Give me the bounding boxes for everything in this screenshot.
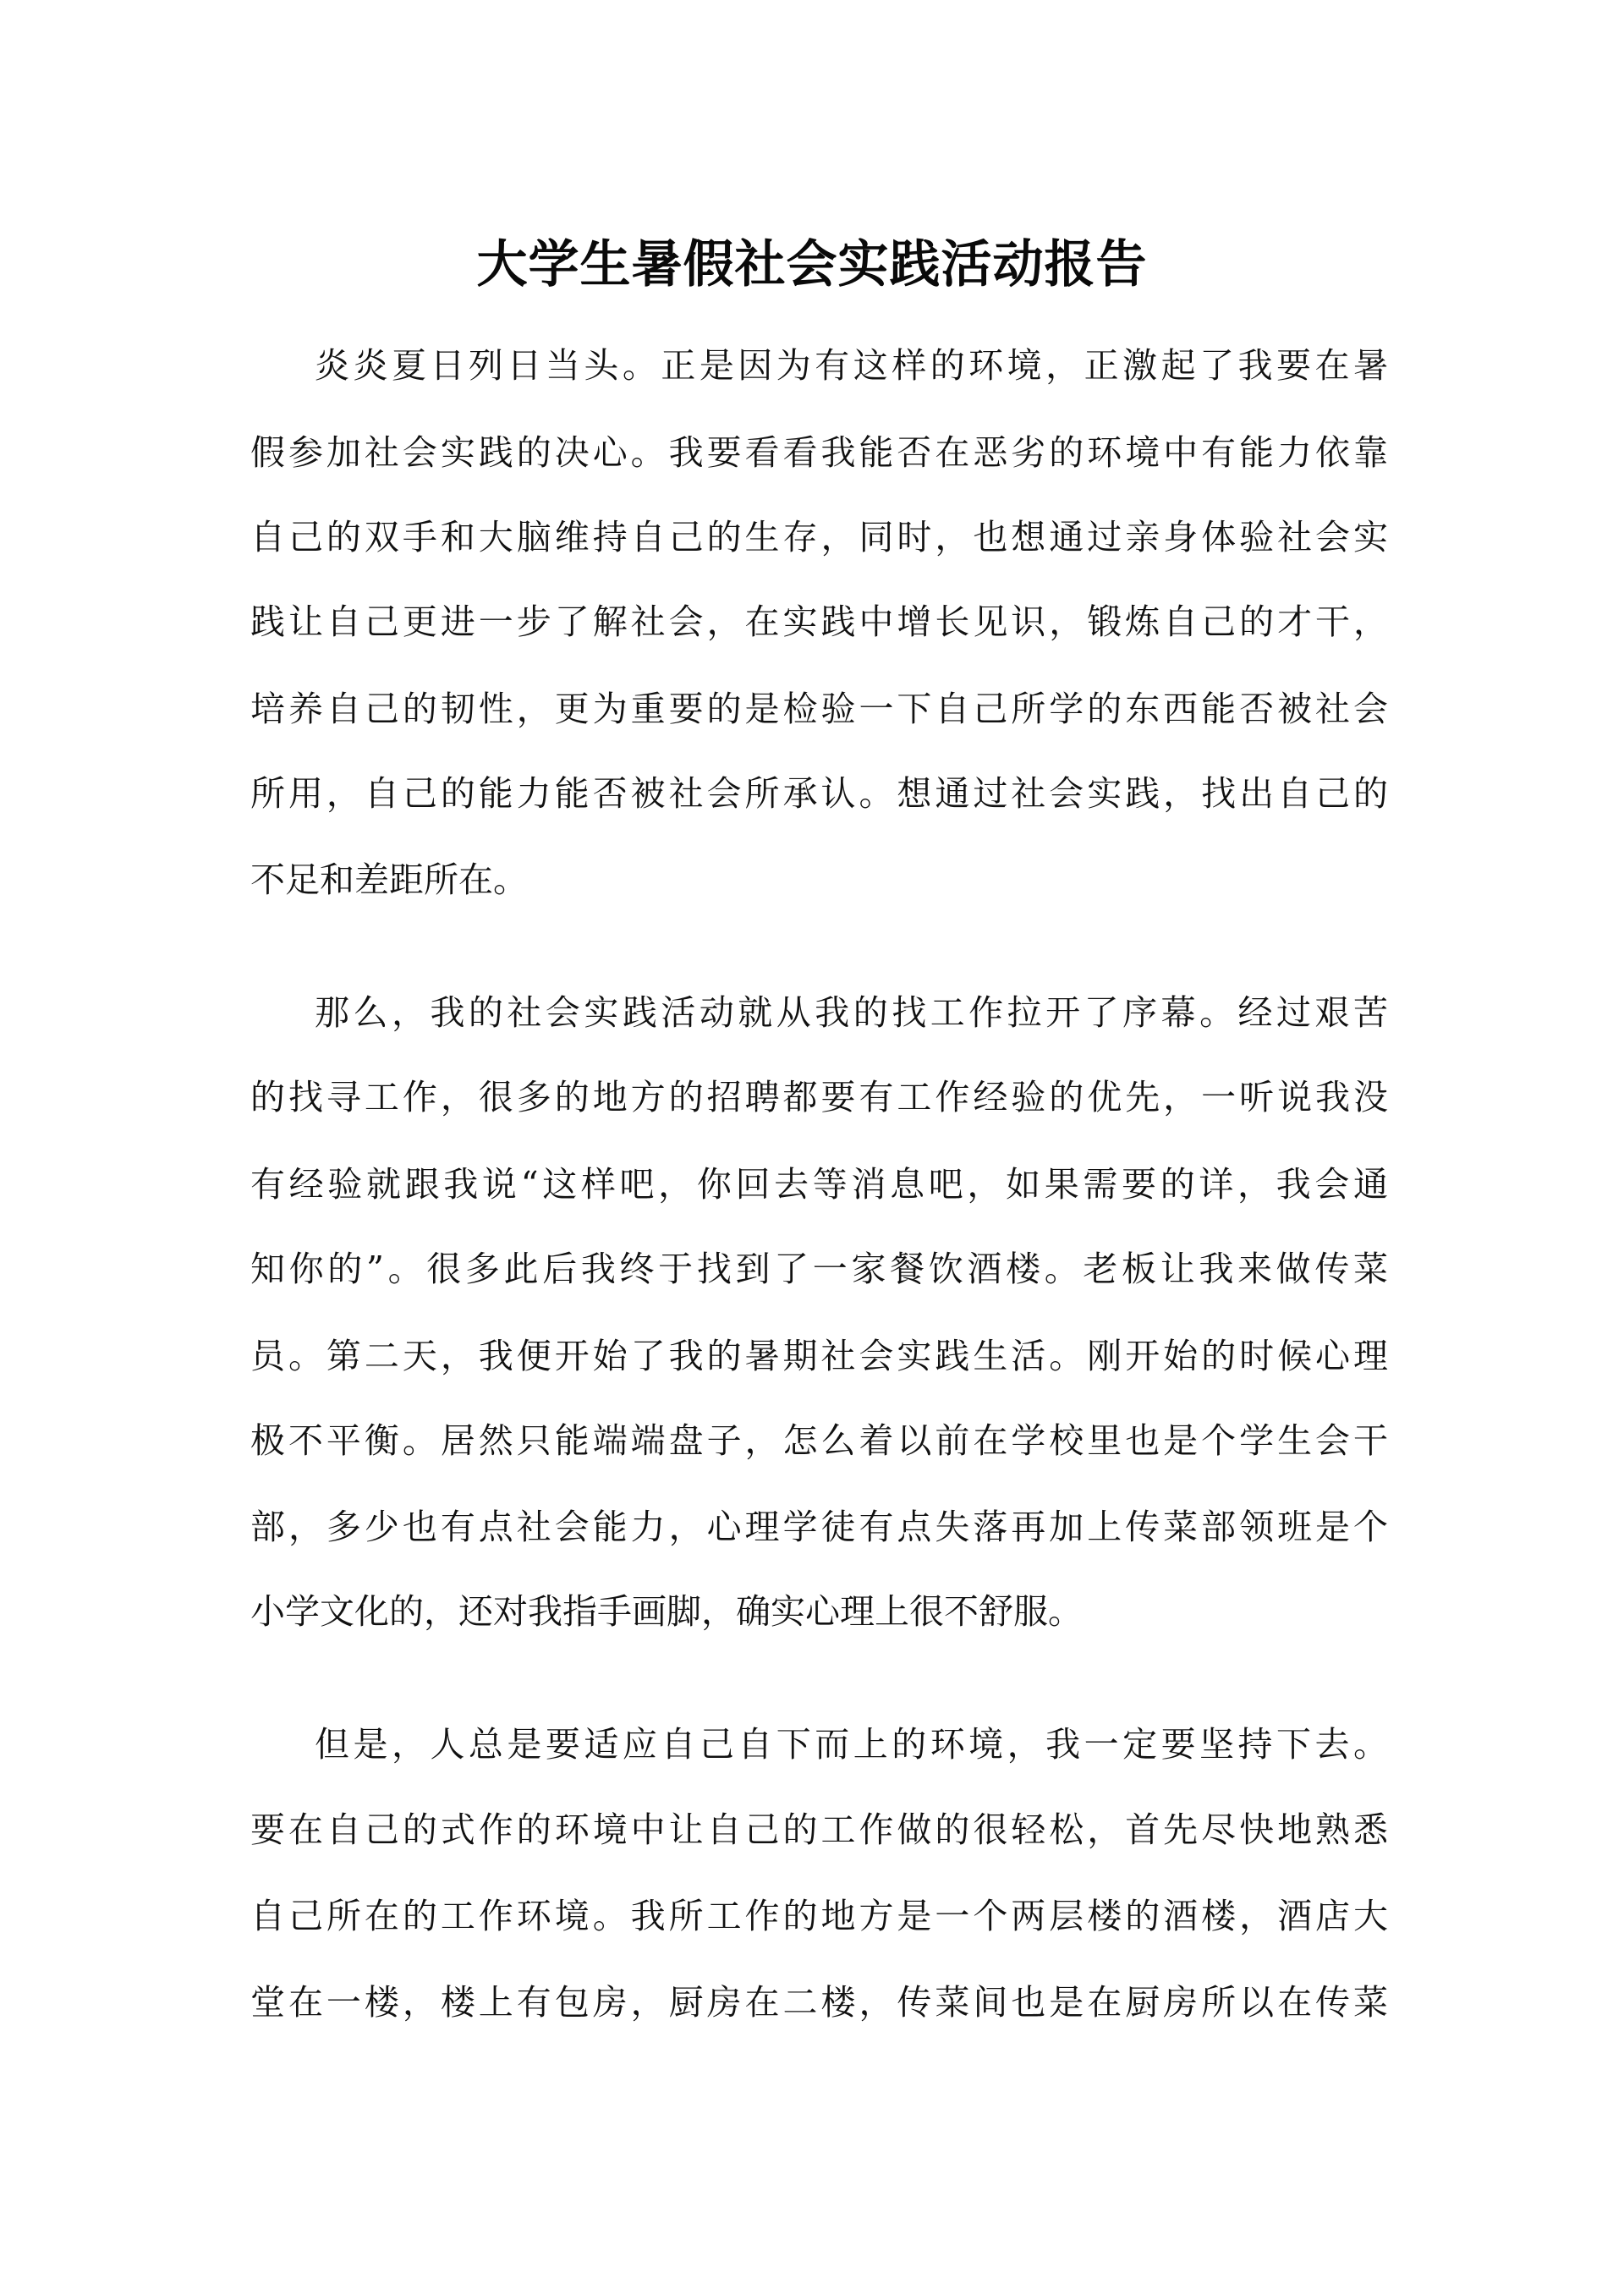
paragraph-2-line-3: 有经验就跟我说“这样吧，你回去等消息吧，如果需要的详，我会通 [250, 1164, 1388, 1205]
paragraph-3-line-1: 但是，人总是要适应自己自下而上的环境，我一定要坚持下去。 [315, 1724, 1388, 1765]
paragraph-3-line-2: 要在自己的式作的环境中让自己的工作做的很轻松，首先尽快地熟悉 [250, 1809, 1388, 1850]
paragraph-2-line-5: 员。第二天，我便开始了我的暑期社会实践生活。刚开始的时候心理 [250, 1336, 1388, 1376]
paragraph-1-line-5: 培养自己的韧性，更为重要的是检验一下自己所学的东西能否被社会 [250, 689, 1388, 729]
paragraph-2-line-8: 小学文化的，还对我指手画脚，确实心理上很不舒服。 [250, 1591, 1083, 1632]
paragraph-1-line-2: 假参加社会实践的决心。我要看看我能否在恶劣的环境中有能力依靠 [250, 432, 1388, 473]
paragraph-1-line-7: 不足和差距所在。 [250, 859, 528, 900]
paragraph-2-line-7: 部，多少也有点社会能力，心理学徒有点失落再加上传菜部领班是个 [250, 1507, 1388, 1547]
paragraph-2-line-6: 极不平衡。居然只能端端盘子，怎么着以前在学校里也是个学生会干 [250, 1420, 1388, 1461]
document-title: 大学生暑假社会实践活动报告 [476, 235, 1148, 294]
paragraph-1-line-6: 所用，自己的能力能否被社会所承认。想通过社会实践，找出自己的 [250, 773, 1388, 814]
paragraph-1-line-3: 自己的双手和大脑维持自己的生存，同时，也想通过亲身体验社会实 [250, 517, 1388, 557]
paragraph-2-line-1: 那么，我的社会实践活动就从我的找工作拉开了序幕。经过艰苦 [315, 992, 1388, 1033]
paragraph-1-line-4: 践让自己更进一步了解社会，在实践中增长见识，锻炼自己的才干， [250, 601, 1388, 642]
paragraph-2-line-4: 知你的”。很多此后我终于找到了一家餐饮酒楼。老板让我来做传菜 [250, 1249, 1388, 1289]
paragraph-3-line-3: 自己所在的工作环境。我所工作的地方是一个两层楼的酒楼，酒店大 [250, 1896, 1388, 1936]
paragraph-2-line-2: 的找寻工作，很多的地方的招聘都要有工作经验的优先，一听说我没 [250, 1077, 1388, 1117]
paragraph-3-line-4: 堂在一楼，楼上有包房，厨房在二楼，传菜间也是在厨房所以在传菜 [250, 1982, 1388, 2023]
paragraph-1-line-1: 炎炎夏日列日当头。正是因为有这样的环境，正激起了我要在暑 [315, 345, 1388, 386]
